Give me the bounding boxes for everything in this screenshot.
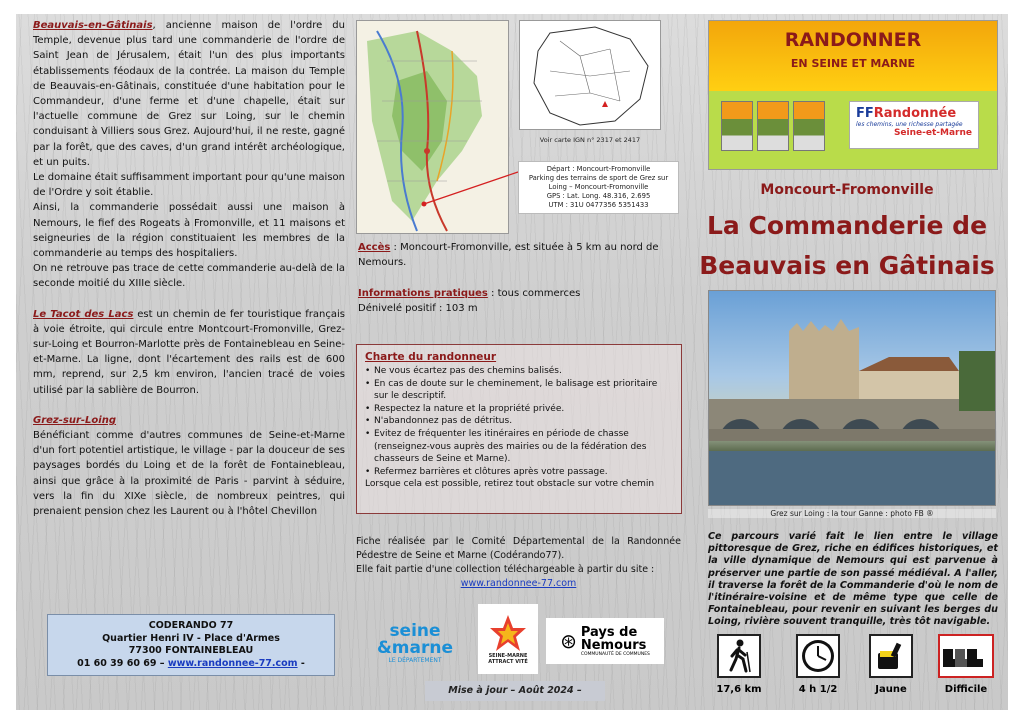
stat-marking <box>864 634 918 695</box>
practical-info-text: : tous commerces <box>487 288 581 299</box>
paragraph-beauvais <box>33 18 345 170</box>
middle-column <box>356 14 681 710</box>
pays-de-nemours-logo <box>546 618 664 664</box>
seine-et-marne-logo <box>370 614 460 672</box>
guide-book-image <box>793 101 825 151</box>
stat-distance-value: 17,6 km <box>716 684 762 695</box>
departure-info-box <box>518 161 679 214</box>
locator-map <box>519 20 661 130</box>
paragraph-commanderie: Ainsi, la commanderie possédait aussi une maison à Nemours, le fief des Rogeats à Fromonville, et 11 maisons et seigneuries de la région constituaient les membres de la commanderie au temps des hospitaliers. <box>33 202 345 260</box>
credits-block <box>356 535 681 591</box>
credits-text: Fiche réalisée par le Comité Départemental de la Randonnée Pédestre de Seine et Marne (Codérando77). <box>356 536 681 561</box>
access-paragraph <box>358 240 678 270</box>
nemours-logo-line-3: COMMUNAUTÉ DE COMMUNES <box>580 651 650 657</box>
logo-seine-text: seine <box>389 620 441 641</box>
charter-footer: Lorsque cela est possible, retirez tout obstacle sur votre chemin <box>365 479 655 490</box>
right-column <box>696 14 998 710</box>
stat-difficulty-value: Difficile <box>944 684 988 695</box>
tacot-text: est un chemin de fer touristique français à voie étroite, qui circule entre Montcourt-Fromonville, Grez-sur-Loing et Bourron-Marlotte près de Fontainebleau en Seine-et-Marne. La ligne, dont l'écartement des rails est de 600 mm, reprend, sur 2,5 km environ, l'ancien tracé de voies utilisé par la sablière de Bourron. <box>33 308 345 396</box>
star-logo-icon <box>488 613 528 653</box>
stat-duration-value: 4 h 1/2 <box>798 684 838 695</box>
coderando-name: CODERANDO 77 <box>148 620 234 631</box>
hiker-charter-box <box>356 344 682 514</box>
charter-item: • Refermez barrières et clôtures après votre passage. <box>365 466 673 479</box>
nemours-logo-line-1: Pays de <box>580 624 638 640</box>
charter-list <box>365 365 673 478</box>
brochure-page <box>16 14 1008 710</box>
banner-subtitle: EN SEINE ET MARNE <box>790 57 916 70</box>
paragraph-grez: Bénéficiant comme d'autres communes de Seine-et-Marne d'un fort potentiel artistique, le village - par la douceur de ses paysages bordés du Loing et de la forêt de Fontainebleau, ainsi que grâce à la proximité de Paris - parvint à séduire, vers la fin du XIXe siècle, de nombreux peintres, qui prenaient pension chez les Laurent ou à l'hôtel Chevillon <box>33 430 345 518</box>
access-text: : Moncourt-Fromonville, est située à 5 km au nord de Nemours. <box>358 242 659 269</box>
charter-item: • N'abandonnez pas de détritus. <box>365 415 673 428</box>
coderando-address-1: Quartier Henri IV - Place d'Armes <box>102 632 280 644</box>
stat-marking-value: Jaune <box>875 684 907 695</box>
attractivite-text: SEINE-MARNE ATTRACT VITÉ <box>488 653 528 665</box>
charter-item: • Respectez la nature et la propriété privée. <box>365 403 673 416</box>
departure-arrow <box>416 164 520 214</box>
logo-departement-text: LE DÉPARTEMENT <box>388 656 442 664</box>
logo-marne-text: &marne <box>376 637 454 658</box>
hike-title-line-1: La Commanderie de <box>706 211 988 240</box>
clock-icon <box>796 634 840 678</box>
ffr-name-a: FF <box>856 106 874 121</box>
banner-title: RANDONNER <box>784 29 922 51</box>
hike-description: Ce parcours varié fait le lien entre le village pittoresque de Grez, riche en édifices historiques, et la ville dynamique de Nemours qui est parvenue à préserver une partie de son passé médiéval. A l'aller, il traverse la forêt de la Commanderie d'où le nom de l'itinéraire-voisine et de même type que celle de Fontainebleau, pour revenir en suivant les berges du Loing, rivière souvent tranquille, très tôt navigable. <box>708 531 998 628</box>
elevation-gain: Dénivelé positif : 103 m <box>358 303 478 315</box>
access-label: Accès <box>358 242 391 253</box>
coderando-tail: - <box>297 657 305 669</box>
charter-title: Charte du randonneur <box>365 351 497 363</box>
coderando-contact-box <box>47 614 335 676</box>
departure-line-1: Départ : Moncourt-Fromonville <box>546 165 651 173</box>
tacot-heading: Le Tacot des Lacs <box>33 308 134 320</box>
ffr-slogan: les chemins, une richesse partagée <box>856 121 963 128</box>
departure-line-2: Parking des terrains de sport de Grez sur Loing – Moncourt-Fromonville <box>528 174 669 191</box>
coderando-address-2: 77300 FONTAINEBLEAU <box>128 645 254 656</box>
hike-location: Moncourt-Fromonville <box>760 182 934 198</box>
beauvais-heading: Beauvais-en-Gâtinais <box>33 20 153 31</box>
ffr-department: Seine-et-Marne <box>893 128 972 138</box>
charter-item: • En cas de doute sur le cheminement, le balisage est prioritaire sur le descriptif. <box>365 378 673 403</box>
paint-marker-icon <box>869 634 913 678</box>
charter-item: • Ne vous écartez pas des chemins balisés. <box>365 365 673 378</box>
paragraph-domaine: Le domaine était suffisamment important pour qu'une maison de l'Ordre y soit établie. <box>33 172 345 199</box>
left-column <box>33 14 345 710</box>
ign-map-caption: Voir carte IGN n° 2317 et 2417 <box>539 136 641 144</box>
practical-info-label: Informations pratiques <box>358 288 488 299</box>
departure-utm: UTM : 31U 0477356 5351433 <box>548 201 649 209</box>
stat-distance <box>712 634 766 695</box>
photo-caption: Grez sur Loing : la tour Ganne : photo FB ® <box>708 509 996 518</box>
coderando-website-link[interactable]: www.randonnee-77.com <box>167 657 298 669</box>
practical-info <box>358 286 678 316</box>
paragraph-tacot <box>33 307 345 398</box>
stat-duration <box>791 634 845 695</box>
attractivite-logo <box>478 604 538 674</box>
hike-title <box>696 206 998 286</box>
hiker-icon <box>717 634 761 678</box>
nemours-logo-icon: ⊛ <box>560 629 577 653</box>
tower-bridge-illustration <box>709 291 996 506</box>
locator-map-drawing <box>520 21 662 131</box>
ffr-name-b: Randonnée <box>873 106 957 121</box>
grez-heading: Grez-sur-Loing <box>33 414 116 426</box>
guide-book-image <box>757 101 789 151</box>
credits-website-link[interactable]: www.randonnee-77.com <box>460 578 577 589</box>
credits-text-2: Elle fait partie d'une collection téléchargeable à partir du site : <box>356 564 655 575</box>
grez-photo <box>708 290 996 506</box>
hike-title-line-2: Beauvais en Gâtinais <box>699 251 995 280</box>
paragraph-trace: On ne retrouve pas trace de cette commanderie au-delà de la seconde moitié du XIIIe siècle. <box>33 263 345 290</box>
stat-difficulty <box>936 634 996 695</box>
coderando-phone: 01 60 39 60 69 – <box>77 657 168 669</box>
randonner-banner <box>708 20 998 170</box>
update-date: Mise à jour – Août 2024 – <box>425 681 605 701</box>
boots-icon <box>938 634 994 678</box>
charter-item: • Evitez de fréquenter les itinéraires en période de chasse (renseignez-vous auprès des mairies ou de la fédération des chasseurs de Seine et Marne). <box>365 428 673 466</box>
nemours-logo-line-2: Nemours <box>580 637 647 653</box>
beauvais-text: , ancienne maison de l'ordre du Temple, devenue plus tard une commanderie de l'ordre de Saint Jean de Jérusalem, était l'un des plus importants établissements féodaux de la contrée. La maison du Temple de Beauvais-en-Gâtinais, constituée d'une habitation pour le Commandeur, d'une ferme et d'une chapelle, était sur l'actuelle commune de Grez sur Loing, sur le chemin conduisant à Villiers sous Grez. Aujourd'hui, il ne reste, gagné par la forêt, que des caves, d'un grand intérêt archéologique, et un puits. <box>33 20 345 168</box>
guide-book-image <box>721 101 753 151</box>
ffrandonnee-logo <box>849 101 979 149</box>
departure-gps: GPS : Lat. Long. 48.316, 2.695 <box>546 192 651 200</box>
